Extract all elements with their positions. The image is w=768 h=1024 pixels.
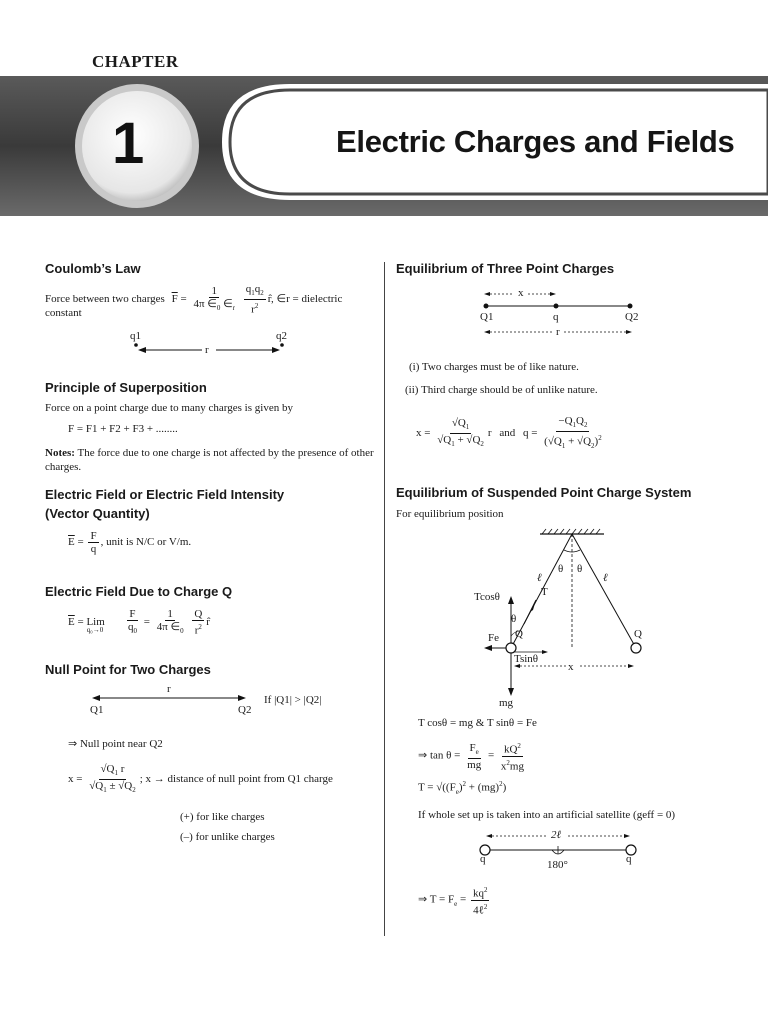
three-heading: Equilibrium of Three Point Charges — [396, 261, 615, 276]
null-x-formula: x = $\frac{√Q_1 r}{√Q_1 \pm √Q_2}$ ; x → distance of null point from Q1 charge — [68, 763, 333, 795]
sus-fig-q-right: Q — [634, 628, 642, 640]
coulomb-text-after: ∈r = dielectric — [276, 292, 343, 305]
sus-fig-tcos: Tcosθ — [474, 591, 500, 603]
null-like: (+) for like charges — [180, 811, 265, 823]
three-and: and — [499, 427, 516, 440]
coulomb-fig-q1: q1 — [130, 330, 141, 342]
field-heading-2: (Vector Quantity) — [45, 506, 150, 521]
chapter-label: CHAPTER — [92, 52, 179, 71]
sat-fig-q-left: q — [480, 853, 486, 865]
sat-fig-2l: 2ℓ — [551, 829, 562, 841]
three-fig-x: x — [518, 287, 524, 299]
notes-label: Notes: — [45, 447, 75, 459]
coulomb-text-line2: constant — [45, 307, 82, 319]
suspended-figure — [478, 526, 658, 711]
sat-eq: ⇒ $T = F_e$ = $\frac{kq^2}{4\ell^2}$ — [418, 886, 488, 917]
sus-eq3: $T = √((F_e)^2 + (mg)^2)$ — [418, 780, 507, 796]
field-unit-text: , unit is N/C or V/m. — [100, 536, 192, 549]
three-fig-q: q — [553, 311, 559, 323]
field-q-heading: Electric Field Due to Charge Q — [45, 584, 233, 599]
coulomb-heading: Coulomb’s Law — [45, 261, 141, 276]
sus-eq1: T cosθ = mg & T sinθ = Fe — [418, 717, 537, 729]
field-heading-1: Electric Field or Electric Field Intensity — [45, 487, 285, 502]
sus-fig-mg: mg — [499, 697, 514, 709]
sus-fig-x: x — [568, 661, 574, 673]
null-fig-q2: Q2 — [238, 704, 252, 716]
superposition-notes — [45, 446, 377, 474]
sus-eq2: ⇒ tan θ = $\frac{F_e}{mg}$ = $\frac{kQ^2}{x^2mg}$ — [418, 741, 524, 773]
three-item-2: (ii) Third charge should be of unlike nature. — [405, 384, 598, 396]
field-formula: $\overline{E}$ = $\frac{F}{q}$ , unit is N/C or V/m. — [68, 530, 192, 555]
sus-fig-theta-1: θ — [558, 563, 564, 575]
sus-fig-fe: Fe — [488, 632, 499, 644]
three-fig-q2: Q2 — [625, 311, 639, 323]
three-item-1: (i) Two charges must be of like nature. — [409, 361, 579, 373]
superposition-heading: Principle of Superposition — [45, 380, 207, 395]
superposition-formula: F = F1 + F2 + F3 + ........ — [68, 423, 178, 435]
null-near: ⇒ Null point near Q2 — [68, 738, 163, 750]
null-unlike: (–) for unlike charges — [180, 831, 275, 843]
page-title: Electric Charges and Fields — [336, 124, 735, 159]
coulomb-figure — [120, 328, 300, 358]
coulomb-text-before: Force between two charges — [45, 292, 165, 305]
notes-text: The force due to one charge is not affected by the presence of other charges. — [45, 447, 374, 473]
null-heading: Null Point for Two Charges — [45, 662, 211, 677]
suspended-text: For equilibrium position — [396, 508, 504, 520]
three-fig-r: r — [556, 326, 560, 338]
coulomb-formula: $\overline{F}$ = $\frac{1}{4\pi \in_0 \in_r}$ $\frac{q_1q_2}{r^2}$ r̂, — [171, 283, 277, 316]
three-fig-q1: Q1 — [480, 311, 494, 323]
suspended-heading: Equilibrium of Suspended Point Charge System — [396, 485, 692, 500]
coulomb-fig-r: r — [205, 344, 209, 356]
column-divider — [384, 262, 385, 936]
null-fig-r: r — [167, 683, 171, 695]
null-condition: If |Q1| > |Q2| — [264, 694, 322, 706]
coulomb-text — [45, 283, 375, 316]
sus-fig-T: T — [541, 586, 548, 598]
sus-satellite: If whole set up is taken into an artificial satellite (geff = 0) — [418, 809, 676, 821]
sus-fig-q-left: Q — [515, 628, 523, 640]
sat-fig-q-right: q — [626, 853, 632, 865]
null-fig-q1: Q1 — [90, 704, 104, 716]
sus-fig-theta-2: θ — [577, 563, 583, 575]
field-q-formula: $\overline{E} = Lim_{q_0\to 0}$ $\frac{F}{q_0}$ = $\frac{1}{4\pi \in_0}$ $\frac{Q}{r^2}$ r̂ — [68, 608, 210, 637]
sus-fig-tsin: Tsinθ — [514, 653, 539, 665]
sus-fig-l-left: ℓ — [537, 572, 542, 584]
superposition-text: Force on a point charge due to many charges is given by — [45, 402, 293, 414]
three-formula: x = $\frac{√Q_1}{√Q_1 + √Q_2}$ r and q = $\frac{-Q_1Q_2}{(√Q_1 + √Q_2)^2}$ — [416, 415, 602, 451]
sus-fig-theta-3: θ — [511, 613, 517, 625]
chapter-number: 1 — [112, 111, 145, 176]
sat-fig-180: 180° — [547, 859, 568, 871]
sus-fig-l-right: ℓ — [603, 572, 608, 584]
null-x-desc: ; x → distance of null point from Q1 charge — [139, 773, 333, 786]
coulomb-fig-q2: q2 — [276, 330, 287, 342]
